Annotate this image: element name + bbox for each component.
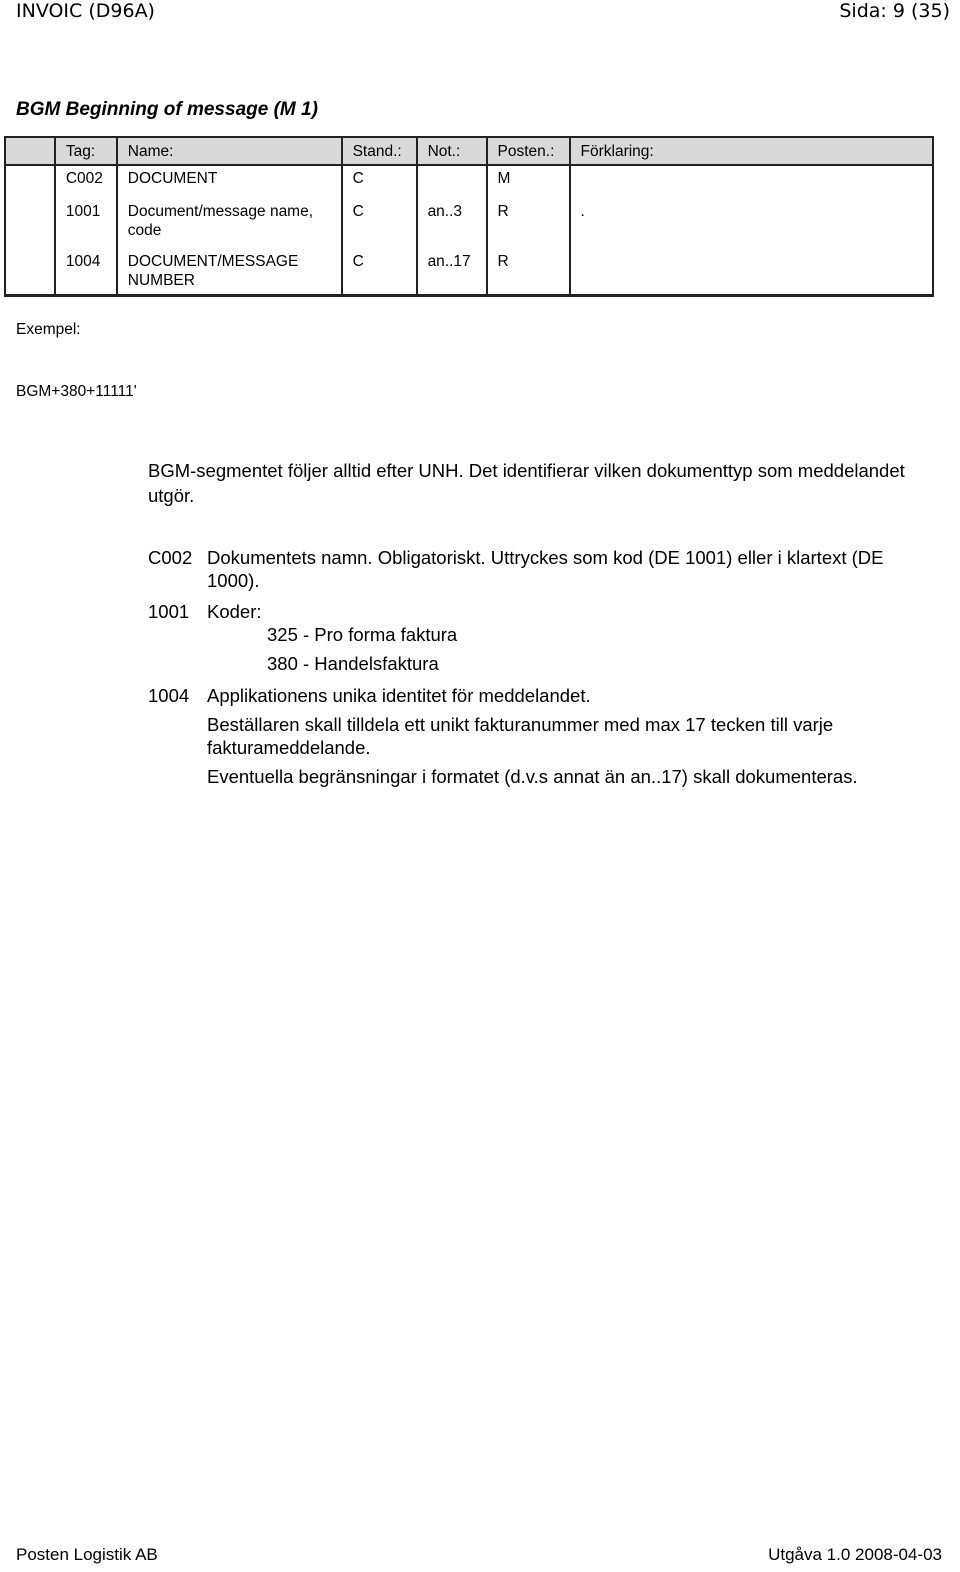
definition-tag: 1001 [148,601,190,622]
footer-company: Posten Logistik AB [16,1545,158,1564]
cell-stand: C [342,196,417,248]
cell-forklaring: . [570,196,934,248]
header-stand: Stand.: [342,137,417,165]
section-title: BGM Beginning of message (M 1) [16,99,318,120]
header-posten: Posten.: [487,137,570,165]
header-tag: Tag: [55,137,117,165]
table-row [5,248,933,296]
header-not: Not.: [417,137,487,165]
cell-not: an..17 [417,248,487,296]
footer-edition: Utgåva 1.0 2008-04-03 [768,1545,942,1564]
table-row [5,196,933,248]
header-name: Name: [117,137,342,165]
row-spacer [5,196,55,248]
cell-not [417,165,487,196]
cell-posten: M [487,165,570,196]
definition-c002 [0,546,960,596]
segment-table [4,136,934,297]
definition-tag: 1004 [148,685,190,706]
code-item: 325 - Pro forma faktura [267,624,458,645]
definition-text: Beställaren skall tilldela ett unikt fakturanummer med max 17 tecken till varje fakturameddelande. [207,714,834,758]
definition-1001 [0,600,960,680]
definition-text: Eventuella begränsningar i formatet (d.v.s annat än an..17) skall dokumenteras. [207,766,858,787]
document-id: INVOIC (D96A) [16,0,155,22]
intro-paragraph: BGM-segmentet följer alltid efter UNH. Det identifierar vilken dokumenttyp som meddelandet utgör. [148,460,905,506]
cell-name: Document/message name, code [117,196,342,248]
code-item: 380 - Handelsfaktura [267,653,439,674]
cell-name: DOCUMENT/MESSAGE NUMBER [117,248,342,296]
table-row [5,165,933,196]
definition-text: Applikationens unika identitet för meddelandet. [207,685,591,706]
example-label: Exempel: [16,321,81,338]
cell-name: DOCUMENT [117,165,342,196]
cell-tag: 1001 [55,196,117,248]
definition-text: Dokumentets namn. Obligatoriskt. Uttryckes som kod (DE 1001) eller i klartext (DE 1000). [207,547,884,591]
row-spacer [5,165,55,196]
cell-tag: 1004 [55,248,117,296]
page-number: Sida: 9 (35) [839,0,950,22]
cell-posten: R [487,248,570,296]
cell-stand: C [342,248,417,296]
cell-not: an..3 [417,196,487,248]
cell-tag: C002 [55,165,117,196]
header-forklaring: Förklaring: [570,137,934,165]
table-header-spacer [5,137,55,165]
definition-text: Koder: [207,601,262,622]
definition-tag: C002 [148,547,193,568]
cell-posten: R [487,196,570,248]
page-header [0,0,960,26]
table-header-row [5,137,933,165]
cell-stand: C [342,165,417,196]
row-spacer [5,248,55,296]
cell-forklaring [570,165,934,196]
cell-forklaring [570,248,934,296]
definition-1004 [0,684,960,794]
example-code: BGM+380+11111' [16,383,137,400]
